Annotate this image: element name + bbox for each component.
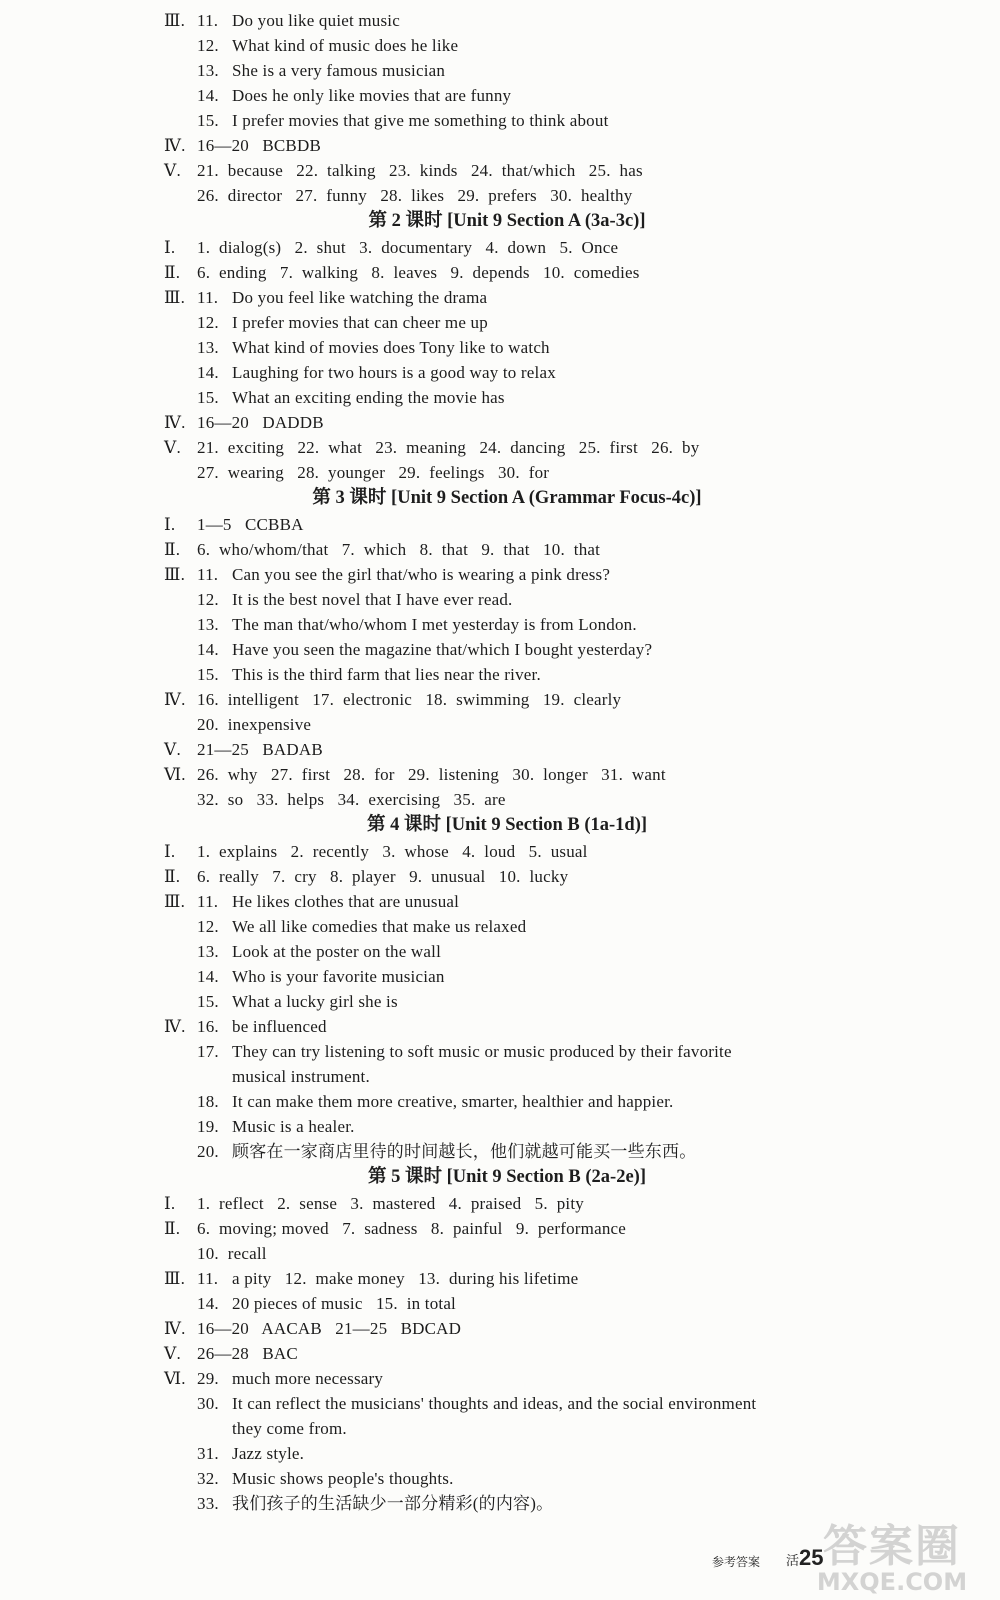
question-number: 11. <box>197 288 219 307</box>
answer-line <box>0 235 1000 260</box>
answer-text: 6. moving; moved 7. sadness 8. painful 9. performance <box>197 1219 627 1238</box>
answer-key-content <box>0 8 1000 1516</box>
answer-line <box>0 1441 1000 1466</box>
question-number: 12. <box>197 313 219 332</box>
answer-text: I prefer movies that can cheer me up <box>232 313 488 332</box>
answer-text: Have you seen the magazine that/which I bought yesterday? <box>232 640 653 659</box>
section-numeral: Ⅰ. <box>164 238 176 257</box>
section-numeral: Ⅳ. <box>164 136 186 155</box>
answer-text: 26. director 27. funny 28. likes 29. prefers 30. healthy <box>197 186 633 205</box>
answer-text: 27. wearing 28. younger 29. feelings 30. for <box>197 463 550 482</box>
answer-text: 1—5 CCBBA <box>197 515 304 534</box>
answer-line <box>0 687 1000 712</box>
answer-text: 16—20 DADDB <box>197 413 324 432</box>
answer-line <box>0 1114 1000 1139</box>
answer-text: We all like comedies that make us relaxed <box>232 917 527 936</box>
question-number: 17. <box>197 1042 219 1061</box>
answer-text: 21. exciting 22. what 23. meaning 24. dancing 25. first 26. by <box>197 438 700 457</box>
answer-line <box>0 1039 1000 1064</box>
answer-text: It can make them more creative, smarter, healthier and happier. <box>232 1092 674 1111</box>
answer-line <box>0 310 1000 335</box>
question-number: 15. <box>197 992 219 1011</box>
answer-line <box>0 1241 1000 1266</box>
answer-text: It can reflect the musicians' thoughts and ideas, and the social environment <box>232 1394 757 1413</box>
answer-text: 16. intelligent 17. electronic 18. swimming 19. clearly <box>197 690 622 709</box>
section-numeral: Ⅲ. <box>164 288 186 307</box>
answer-text: 1. reflect 2. sense 3. mastered 4. praised 5. pity <box>197 1194 584 1213</box>
answer-text: 20 pieces of music 15. in total <box>232 1294 456 1313</box>
answer-line <box>0 460 1000 485</box>
answer-line <box>0 1014 1000 1039</box>
answer-line <box>0 1341 1000 1366</box>
lesson-heading: 第 5 课时 [Unit 9 Section B (2a-2e)] <box>368 1167 646 1187</box>
question-number: 18. <box>197 1092 219 1111</box>
question-number: 29. <box>197 1369 219 1388</box>
answer-text: Does he only like movies that are funny <box>232 86 512 105</box>
answer-line <box>0 562 1000 587</box>
answer-text: Laughing for two hours is a good way to relax <box>232 363 556 382</box>
answer-line <box>0 587 1000 612</box>
answer-line <box>0 637 1000 662</box>
answer-text: 32. so 33. helps 34. exercising 35. are <box>197 790 506 809</box>
answer-text: 21—25 BADAB <box>197 740 323 759</box>
section-numeral: Ⅲ. <box>164 1269 186 1288</box>
answer-text: Who is your favorite musician <box>232 967 445 986</box>
answer-text: She is a very famous musician <box>232 61 446 80</box>
question-number: 14. <box>197 1294 219 1313</box>
question-number: 14. <box>197 86 219 105</box>
answer-line <box>0 108 1000 133</box>
section-numeral: Ⅰ. <box>164 515 176 534</box>
answer-text: Do you like quiet music <box>232 11 400 30</box>
answer-text: 6. who/whom/that 7. which 8. that 9. that 10. that <box>197 540 601 559</box>
answer-text: 21. because 22. talking 23. kinds 24. that/which 25. has <box>197 161 643 180</box>
question-number: 20. <box>197 1142 219 1161</box>
question-number: 11. <box>197 565 219 584</box>
answer-line <box>0 260 1000 285</box>
answer-text: 26. why 27. first 28. for 29. listening 30. longer 31. want <box>197 765 666 784</box>
question-number: 14. <box>197 967 219 986</box>
question-number: 13. <box>197 61 219 80</box>
answer-line <box>0 183 1000 208</box>
answer-text: 6. really 7. cry 8. player 9. unusual 10. lucky <box>197 867 569 886</box>
answer-text: Music shows people's thoughts. <box>232 1469 454 1488</box>
question-number: 12. <box>197 36 219 55</box>
question-number: 11. <box>197 1269 219 1288</box>
answer-line <box>0 1291 1000 1316</box>
section-numeral: Ⅱ. <box>164 540 181 559</box>
answer-text: 10. recall <box>197 1244 267 1263</box>
answer-line <box>0 1089 1000 1114</box>
question-number: 11. <box>197 892 219 911</box>
answer-text: 16—20 BCBDB <box>197 136 321 155</box>
answer-text: Do you feel like watching the drama <box>232 288 488 307</box>
answer-text: What an exciting ending the movie has <box>232 388 505 407</box>
answer-text: a pity 12. make money 13. during his lifetime <box>232 1269 579 1288</box>
section-numeral: Ⅴ. <box>164 740 181 759</box>
answer-line <box>0 1316 1000 1341</box>
answer-line <box>0 537 1000 562</box>
answer-line <box>0 158 1000 183</box>
question-number: 15. <box>197 111 219 130</box>
section-numeral: Ⅴ. <box>164 1344 181 1363</box>
answer-line <box>0 939 1000 964</box>
section-numeral: Ⅲ. <box>164 565 186 584</box>
answer-line <box>0 662 1000 687</box>
answer-text: 20. inexpensive <box>197 715 312 734</box>
answer-text: What kind of music does he like <box>232 36 459 55</box>
question-number: 12. <box>197 590 219 609</box>
answer-line <box>0 512 1000 537</box>
question-number: 12. <box>197 917 219 936</box>
section-numeral: Ⅳ. <box>164 1017 186 1036</box>
question-number: 33. <box>197 1494 219 1513</box>
section-numeral: Ⅴ. <box>164 161 181 180</box>
answer-line <box>0 410 1000 435</box>
answer-text: This is the third farm that lies near the river. <box>232 665 541 684</box>
answer-line <box>0 360 1000 385</box>
question-number: 15. <box>197 388 219 407</box>
answer-text: 顾客在一家商店里待的时间越长，他们就越可能买一些东西。 <box>232 1142 697 1161</box>
answer-line <box>0 1391 1000 1416</box>
watermark-chinese: 答案圈 <box>823 1521 961 1572</box>
answer-text: 16—20 AACAB 21—25 BDCAD <box>197 1319 462 1338</box>
section-numeral: Ⅵ. <box>164 765 186 784</box>
answer-text: 我们孩子的生活缺少一部分精彩(的内容)。 <box>232 1494 554 1513</box>
lesson-heading: 第 2 课时 [Unit 9 Section A (3a-3c)] <box>368 211 646 231</box>
section-numeral: Ⅳ. <box>164 413 186 432</box>
answer-line <box>0 762 1000 787</box>
question-number: 13. <box>197 615 219 634</box>
answer-line <box>0 335 1000 360</box>
answer-text: What a lucky girl she is <box>232 992 398 1011</box>
answer-line <box>0 787 1000 812</box>
answer-text: 1. dialog(s) 2. shut 3. documentary 4. down 5. Once <box>197 238 619 257</box>
lesson-heading: 第 3 课时 [Unit 9 Section A (Grammar Focus-4c)] <box>312 488 702 508</box>
answer-line <box>0 1491 1000 1516</box>
question-number: 11. <box>197 11 219 30</box>
question-number: 14. <box>197 640 219 659</box>
answer-line <box>0 1266 1000 1291</box>
question-number: 13. <box>197 338 219 357</box>
answer-line <box>0 1064 1000 1089</box>
answer-text: It is the best novel that I have ever read. <box>232 590 513 609</box>
answer-line <box>0 889 1000 914</box>
answer-line <box>0 612 1000 637</box>
answer-text: 26—28 BAC <box>197 1344 298 1363</box>
answer-line <box>0 964 1000 989</box>
answer-line <box>0 58 1000 83</box>
answer-text: Music is a healer. <box>232 1117 355 1136</box>
answer-text: they come from. <box>232 1419 347 1438</box>
answer-line <box>0 1366 1000 1391</box>
section-numeral: Ⅱ. <box>164 867 181 886</box>
answer-line <box>0 839 1000 864</box>
section-numeral: Ⅲ. <box>164 11 186 30</box>
section-numeral: Ⅵ. <box>164 1369 186 1388</box>
answer-line <box>0 1191 1000 1216</box>
section-numeral: Ⅱ. <box>164 1219 181 1238</box>
answer-line <box>0 33 1000 58</box>
section-numeral: Ⅰ. <box>164 842 176 861</box>
answer-text: The man that/who/whom I met yesterday is from London. <box>232 615 637 634</box>
answer-text: musical instrument. <box>232 1067 370 1086</box>
answer-line <box>0 8 1000 33</box>
question-number: 13. <box>197 942 219 961</box>
question-number: 30. <box>197 1394 219 1413</box>
answer-text: be influenced <box>232 1017 327 1036</box>
question-number: 19. <box>197 1117 219 1136</box>
section-numeral: Ⅳ. <box>164 1319 186 1338</box>
question-number: 31. <box>197 1444 219 1463</box>
answer-line <box>0 435 1000 460</box>
watermark-url: MXQE.COM <box>816 1568 968 1596</box>
answer-text: I prefer movies that give me something to think about <box>232 111 609 130</box>
page-prefix: 活 <box>786 1554 800 1569</box>
section-numeral: Ⅱ. <box>164 263 181 282</box>
watermark-logo <box>792 1521 992 1596</box>
answer-text: He likes clothes that are unusual <box>232 892 460 911</box>
answer-line <box>0 133 1000 158</box>
answer-text: Can you see the girl that/who is wearing a pink dress? <box>232 565 611 584</box>
answer-line <box>0 1139 1000 1164</box>
page-number-value: 25 <box>799 1545 824 1570</box>
question-number: 32. <box>197 1469 219 1488</box>
answer-line <box>0 1216 1000 1241</box>
footer-label: 参考答案 <box>712 1555 761 1569</box>
answer-line <box>0 1416 1000 1441</box>
answer-line <box>0 864 1000 889</box>
answer-line <box>0 285 1000 310</box>
answer-line <box>0 914 1000 939</box>
answer-line <box>0 712 1000 737</box>
lesson-heading: 第 4 课时 [Unit 9 Section B (1a-1d)] <box>366 815 648 835</box>
question-number: 14. <box>197 363 219 382</box>
question-number: 16. <box>197 1017 219 1036</box>
answer-text: 6. ending 7. walking 8. leaves 9. depends 10. comedies <box>197 263 640 282</box>
answer-text: What kind of movies does Tony like to watch <box>232 338 550 357</box>
answer-text: much more necessary <box>232 1369 384 1388</box>
section-numeral: Ⅲ. <box>164 892 186 911</box>
section-numeral: Ⅴ. <box>164 438 181 457</box>
answer-text: 1. explains 2. recently 3. whose 4. loud 5. usual <box>197 842 588 861</box>
answer-line <box>0 1466 1000 1491</box>
answer-text: Look at the poster on the wall <box>232 942 442 961</box>
answer-line <box>0 385 1000 410</box>
answer-line <box>0 737 1000 762</box>
question-number: 15. <box>197 665 219 684</box>
answer-text: They can try listening to soft music or music produced by their favorite <box>232 1042 732 1061</box>
section-numeral: Ⅰ. <box>164 1194 176 1213</box>
section-numeral: Ⅳ. <box>164 690 186 709</box>
answer-text: Jazz style. <box>232 1444 305 1463</box>
answer-line <box>0 989 1000 1014</box>
answer-line <box>0 83 1000 108</box>
